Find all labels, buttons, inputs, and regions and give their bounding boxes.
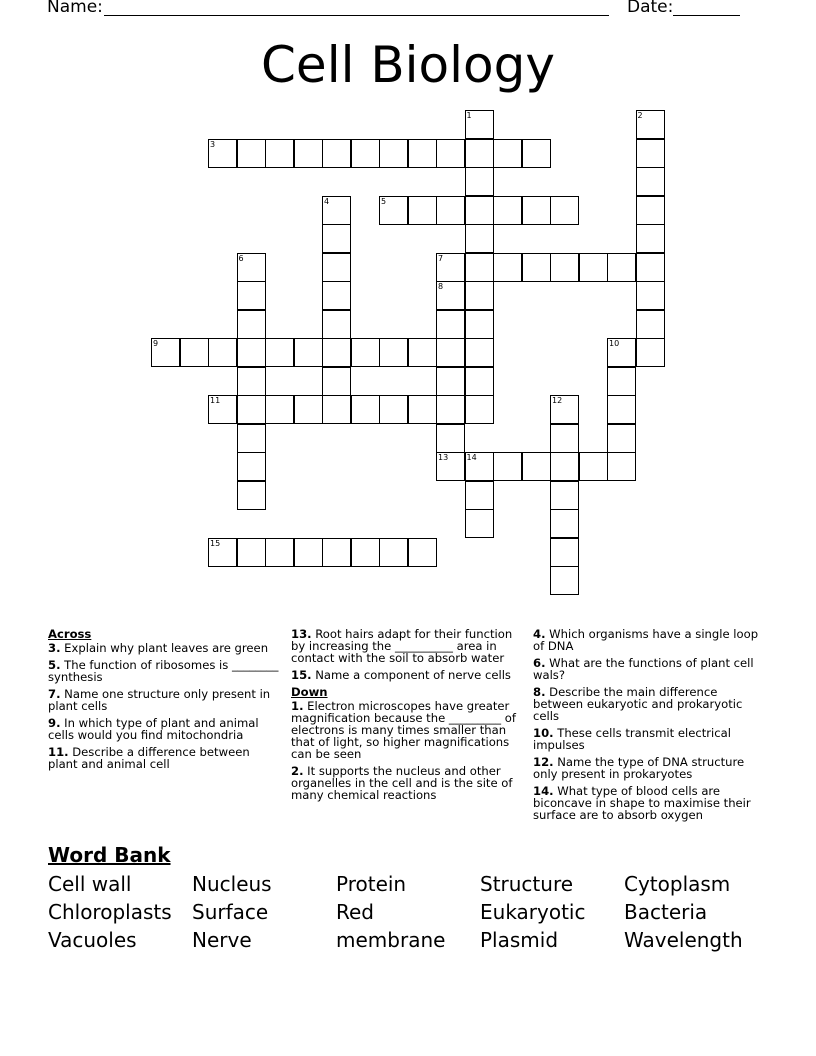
across-clue — [291, 628, 524, 664]
crossword-cell[interactable] — [322, 338, 351, 367]
crossword-cell[interactable] — [436, 367, 465, 396]
clue-number-label: 15 — [210, 538, 221, 548]
crossword-cell[interactable] — [607, 395, 636, 424]
down-clue — [291, 700, 524, 760]
crossword-cell[interactable] — [379, 338, 408, 367]
crossword-cell[interactable] — [636, 196, 665, 225]
crossword-cell[interactable] — [265, 538, 294, 567]
clue-text: Root hairs adapt for their function by increasing the __________ area in contact with the soil to absorb water — [291, 627, 513, 665]
crossword-cell[interactable] — [465, 196, 494, 225]
crossword-cell[interactable] — [408, 395, 437, 424]
clue-column-3 — [533, 628, 766, 826]
crossword-cell[interactable] — [351, 338, 380, 367]
clue-text: Name one structure only present in plant cells — [48, 687, 271, 713]
word-bank-word: Wavelength — [624, 928, 743, 952]
crossword-cell[interactable] — [607, 338, 636, 367]
across-clue — [48, 746, 281, 770]
clue-number: 11. — [48, 745, 69, 759]
crossword-cell[interactable] — [237, 338, 266, 367]
crossword-cell[interactable] — [265, 338, 294, 367]
clue-number-label: 11 — [210, 396, 221, 405]
clue-number: 2. — [291, 764, 304, 778]
crossword-cell[interactable] — [465, 452, 494, 481]
crossword-cell[interactable] — [294, 139, 323, 168]
clue-number-label: 8 — [438, 282, 444, 291]
crossword-cell[interactable] — [294, 538, 323, 567]
crossword-cell[interactable] — [237, 310, 266, 339]
crossword-cell[interactable] — [322, 253, 351, 282]
crossword-cell[interactable] — [579, 452, 608, 481]
crossword-cell[interactable] — [436, 253, 465, 282]
name-label: Name: — [47, 0, 103, 17]
word-bank-word: Chloroplasts — [48, 900, 172, 924]
word-bank-word: Bacteria — [624, 900, 708, 924]
crossword-cell[interactable] — [322, 310, 351, 339]
clue-number-label: 6 — [238, 253, 244, 263]
date-label: Date: — [627, 0, 674, 17]
crossword-cell[interactable] — [493, 253, 522, 282]
crossword-cell[interactable] — [550, 481, 579, 510]
word-bank-word: Vacuoles — [48, 928, 137, 952]
crossword-cell[interactable] — [465, 338, 494, 367]
crossword-cell[interactable] — [522, 196, 551, 225]
across-clue — [48, 688, 281, 712]
across-clue — [48, 717, 281, 741]
crossword-cell[interactable] — [550, 395, 579, 424]
crossword-cell[interactable] — [379, 395, 408, 424]
crossword-cell[interactable] — [436, 338, 465, 367]
crossword-cell[interactable] — [408, 338, 437, 367]
clue-heading: Down — [291, 685, 328, 699]
crossword-cell[interactable] — [493, 139, 522, 168]
crossword-cell[interactable] — [465, 509, 494, 538]
crossword-cell[interactable] — [322, 139, 351, 168]
clue-number: 1. — [291, 699, 304, 713]
crossword-cell[interactable] — [465, 139, 494, 168]
clue-text: Name the type of DNA structure only present in prokaryotes — [533, 755, 745, 781]
crossword-cell[interactable] — [237, 395, 266, 424]
crossword-cell[interactable] — [465, 367, 494, 396]
clue-number-label: 13 — [438, 453, 449, 462]
crossword-cell[interactable] — [465, 253, 494, 282]
clue-column-1 — [48, 628, 281, 775]
crossword-cell[interactable] — [379, 538, 408, 567]
clue-number: 13. — [291, 627, 312, 641]
word-bank-word: Nucleus — [192, 872, 272, 896]
crossword-cell[interactable] — [436, 310, 465, 339]
crossword-cell[interactable] — [265, 395, 294, 424]
crossword-cell[interactable] — [465, 110, 494, 139]
word-bank-word: Cytoplasm — [624, 872, 731, 896]
down-clue — [533, 785, 766, 821]
clue-number-label: 12 — [552, 396, 563, 405]
crossword-cell[interactable] — [493, 452, 522, 481]
word-bank-word: Cell wall — [48, 872, 132, 896]
word-bank-word: Protein — [336, 872, 407, 896]
crossword-cell[interactable] — [351, 538, 380, 567]
word-bank-word: Eukaryotic — [480, 900, 586, 924]
crossword-cell[interactable] — [180, 338, 209, 367]
crossword-cell[interactable] — [237, 139, 266, 168]
clue-number-label: 1 — [466, 111, 472, 120]
crossword-cell[interactable] — [408, 139, 437, 168]
clue-number: 9. — [48, 716, 61, 730]
clue-number: 4. — [533, 627, 546, 641]
crossword-cell[interactable] — [294, 395, 323, 424]
clue-number-label: 2 — [637, 111, 643, 120]
clue-text: Explain why plant leaves are green — [64, 641, 269, 655]
clue-number: 14. — [533, 784, 554, 798]
word-bank-word: Structure — [480, 872, 574, 896]
crossword-cell[interactable] — [351, 139, 380, 168]
clue-text: Which organisms have a single loop of DNA — [533, 627, 759, 653]
clue-text: Electron microscopes have greater magnification because the _________ of electrons is many times smaller than that of light, so higher magnifications can be seen — [291, 699, 516, 761]
crossword-cell[interactable] — [351, 395, 380, 424]
crossword-cell[interactable] — [379, 196, 408, 225]
clue-number: 6. — [533, 656, 546, 670]
crossword-cell[interactable] — [322, 196, 351, 225]
clue-number-label: 9 — [153, 339, 159, 348]
crossword-cell[interactable] — [208, 139, 237, 168]
crossword-cell[interactable] — [465, 310, 494, 339]
clue-text: In which type of plant and animal cells would you find mitochondria — [48, 716, 259, 742]
crossword-cell[interactable] — [151, 338, 180, 367]
crossword-cell[interactable] — [522, 253, 551, 282]
clue-number: 3. — [48, 641, 61, 655]
crossword-cell[interactable] — [550, 566, 579, 595]
crossword-cell[interactable] — [465, 224, 494, 253]
clue-text: It supports the nucleus and other organelles in the cell and is the site of many chemical reactions — [291, 764, 513, 802]
crossword-cell[interactable] — [607, 424, 636, 453]
crossword-cell[interactable] — [379, 139, 408, 168]
crossword-cell[interactable] — [265, 139, 294, 168]
clue-text: What type of blood cells are biconcave in shape to maximise their surface are to absorb oxygen — [533, 784, 751, 822]
crossword-cell[interactable] — [636, 310, 665, 339]
crossword-cell[interactable] — [408, 196, 437, 225]
crossword-cell[interactable] — [493, 196, 522, 225]
crossword-cell[interactable] — [237, 424, 266, 453]
clue-number: 5. — [48, 658, 61, 672]
clue-text: Describe the main difference between eukaryotic and prokaryotic cells — [533, 685, 743, 723]
crossword-cell[interactable] — [465, 167, 494, 196]
crossword-cell[interactable] — [436, 281, 465, 310]
word-bank-word: Nerve — [192, 928, 252, 952]
clue-text: What are the functions of plant cell wals? — [533, 656, 754, 682]
crossword-cell[interactable] — [237, 452, 266, 481]
crossword-cell[interactable] — [294, 338, 323, 367]
crossword-cell[interactable] — [322, 367, 351, 396]
crossword-cell[interactable] — [465, 481, 494, 510]
clue-text: These cells transmit electrical impulses — [533, 726, 731, 752]
crossword-cell[interactable] — [579, 253, 608, 282]
crossword-cell[interactable] — [408, 538, 437, 567]
across-clue — [48, 659, 281, 683]
crossword-cell[interactable] — [636, 139, 665, 168]
across-clue — [48, 642, 281, 654]
clue-number-label: 4 — [324, 196, 330, 206]
down-clue — [533, 686, 766, 722]
down-clue — [533, 657, 766, 681]
page-title: Cell Biology — [261, 36, 555, 94]
crossword-cell[interactable] — [322, 395, 351, 424]
crossword-cell[interactable] — [436, 139, 465, 168]
crossword-cell[interactable] — [550, 538, 579, 567]
crossword-cell[interactable] — [208, 538, 237, 567]
crossword-cell[interactable] — [465, 395, 494, 424]
clue-number: 12. — [533, 755, 554, 769]
clue-text: Describe a difference between plant and animal cell — [48, 745, 250, 771]
word-bank-word: membrane — [336, 928, 446, 952]
clue-number: 10. — [533, 726, 554, 740]
crossword-cell[interactable] — [636, 253, 665, 282]
crossword-cell[interactable] — [636, 338, 665, 367]
crossword-cell[interactable] — [465, 281, 494, 310]
crossword-cell[interactable] — [607, 452, 636, 481]
crossword-cell[interactable] — [237, 538, 266, 567]
crossword-cell[interactable] — [208, 338, 237, 367]
clue-number-label: 14 — [466, 453, 477, 462]
crossword-cell[interactable] — [522, 139, 551, 168]
crossword-cell[interactable] — [607, 367, 636, 396]
crossword-cell[interactable] — [436, 196, 465, 225]
clue-text: Name a component of nerve cells — [315, 668, 511, 682]
crossword-cell[interactable] — [636, 224, 665, 253]
clue-number: 8. — [533, 685, 546, 699]
clue-number-label: 3 — [210, 139, 216, 149]
down-clue — [533, 628, 766, 652]
crossword-cell[interactable] — [237, 281, 266, 310]
crossword-cell[interactable] — [322, 281, 351, 310]
crossword-cell[interactable] — [237, 253, 266, 282]
crossword-cell[interactable] — [636, 167, 665, 196]
clue-column-2 — [291, 628, 524, 806]
clue-number-label: 10 — [609, 339, 620, 348]
crossword-cell[interactable] — [237, 481, 266, 510]
crossword-cell[interactable] — [550, 253, 579, 282]
crossword-cell[interactable] — [550, 509, 579, 538]
crossword-cell[interactable] — [636, 110, 665, 139]
down-clue — [533, 727, 766, 751]
crossword-cell[interactable] — [436, 424, 465, 453]
clue-text: The function of ribosomes is ________ synthesis — [48, 658, 279, 684]
clue-number: 15. — [291, 668, 312, 682]
clue-heading: Across — [48, 627, 92, 641]
crossword-cell[interactable] — [322, 224, 351, 253]
crossword-cell[interactable] — [550, 424, 579, 453]
crossword-cell[interactable] — [550, 452, 579, 481]
clue-number-label: 5 — [381, 196, 387, 206]
word-bank-word: Red — [336, 900, 374, 924]
crossword-cell[interactable] — [237, 367, 266, 396]
clue-number-label: 7 — [438, 253, 444, 263]
word-bank-title: Word Bank — [48, 843, 171, 867]
crossword-cell[interactable] — [636, 281, 665, 310]
clue-number: 7. — [48, 687, 61, 701]
crossword-cell[interactable] — [436, 395, 465, 424]
crossword-cell[interactable] — [322, 538, 351, 567]
word-bank-word: Surface — [192, 900, 269, 924]
crossword-cell[interactable] — [436, 452, 465, 481]
crossword-cell[interactable] — [550, 196, 579, 225]
across-clue — [291, 669, 524, 681]
down-clue — [533, 756, 766, 780]
crossword-cell[interactable] — [522, 452, 551, 481]
crossword-cell[interactable] — [208, 395, 237, 424]
crossword-cell[interactable] — [607, 253, 636, 282]
down-clue — [291, 765, 524, 801]
word-bank-word: Plasmid — [480, 928, 559, 952]
